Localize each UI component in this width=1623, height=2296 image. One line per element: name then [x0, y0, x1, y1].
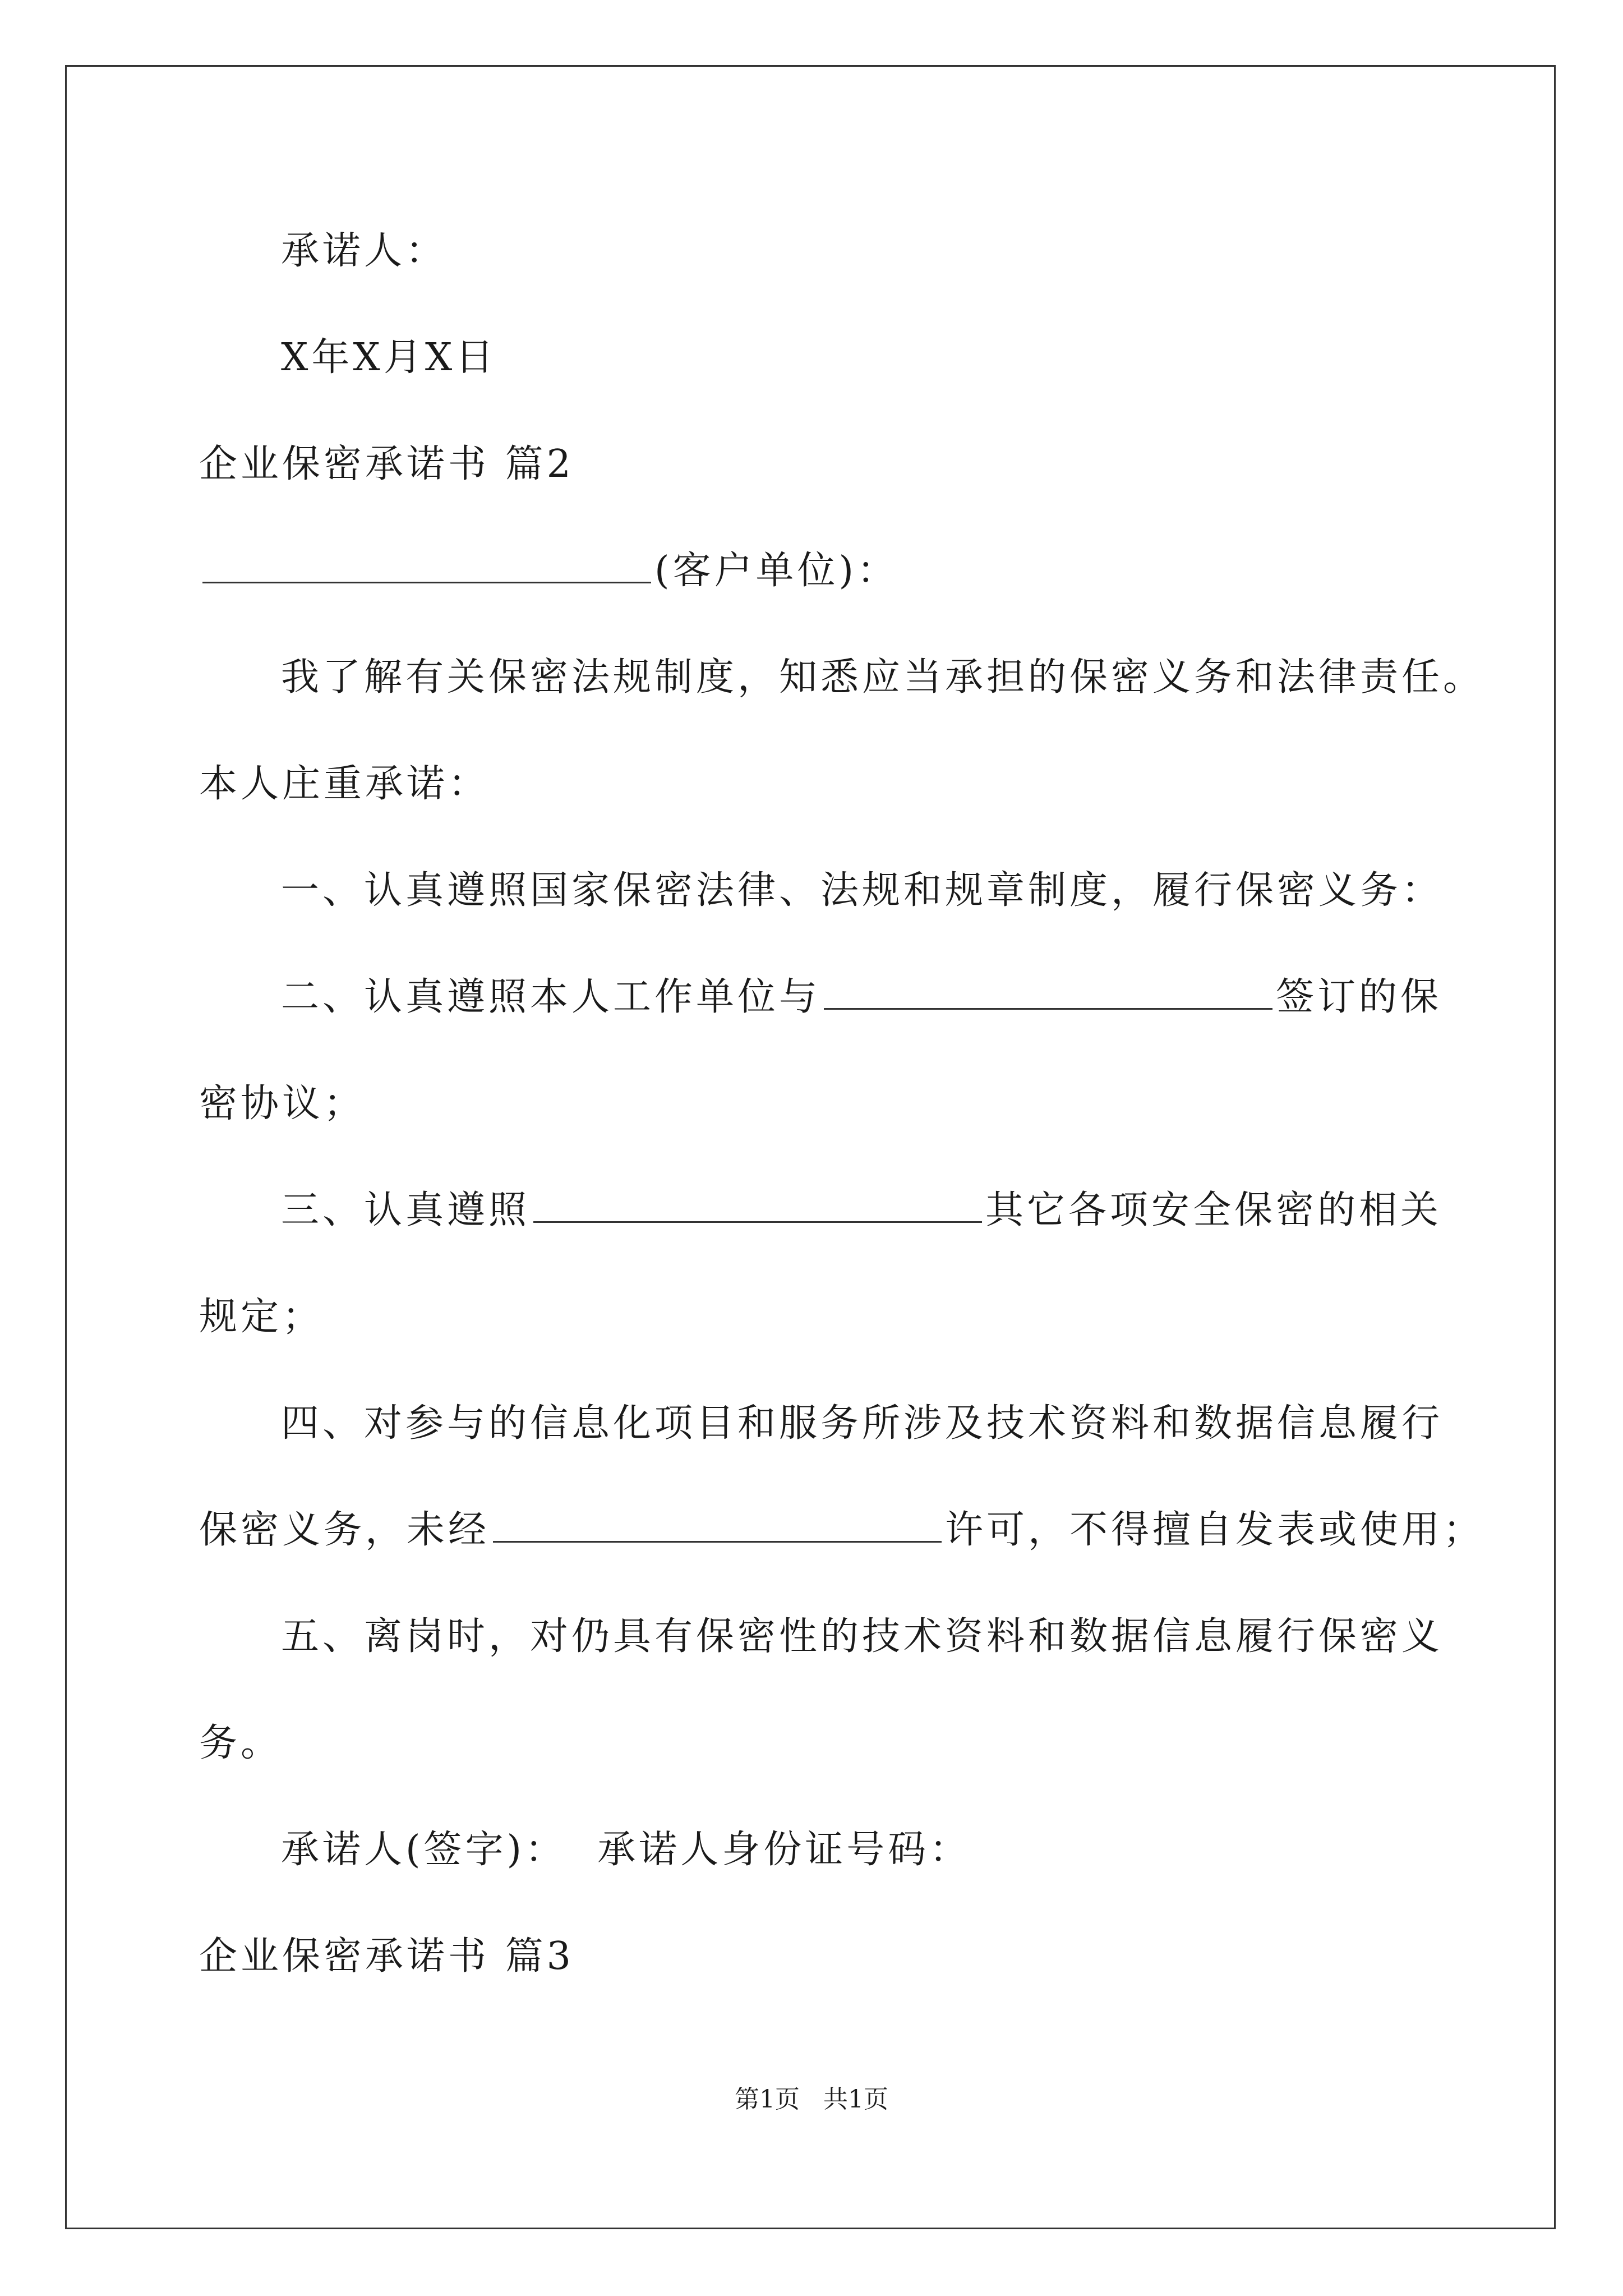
item-4-line2 — [199, 1508, 1484, 1553]
item-4-text-c: 许可，不得擅自发表或使用； — [945, 1508, 1485, 1552]
item-3-line1 — [281, 1188, 1442, 1233]
item-1: 一、认真遵照国家保密法律、法规和规章制度，履行保密义务： — [281, 868, 1444, 913]
item-5-line1: 五、离岗时，对仍具有保密性的技术资料和数据信息履行保密义 — [281, 1614, 1444, 1659]
paragraph-2: 本人庄重承诺： — [199, 762, 490, 806]
page-footer: 第1页 共1页 — [735, 2085, 888, 2114]
blank-client-unit — [202, 549, 651, 583]
blank-item-4 — [493, 1508, 942, 1543]
section2-title: 企业保密承诺书 篇2 — [199, 442, 574, 486]
client-unit-line — [199, 549, 898, 593]
date-line: X年X月X日 — [281, 335, 497, 380]
item-2-text-b: 签订的保 — [1276, 975, 1442, 1019]
item-3-text-b: 其它各项安全保密的相关 — [985, 1188, 1442, 1232]
blank-item-2 — [824, 976, 1272, 1010]
signature-line: 承诺人(签字)： 承诺人身份证号码： — [281, 1828, 971, 1872]
item-4-line1: 四、对参与的信息化项目和服务所涉及技术资料和数据信息履行 — [281, 1401, 1444, 1446]
item-2-line2: 密协议； — [199, 1082, 366, 1126]
paragraph-1: 我了解有关保密法规制度，知悉应当承担的保密义务和法律责任。 — [281, 655, 1485, 700]
section3-title: 企业保密承诺书 篇3 — [199, 1934, 574, 1978]
blank-item-3 — [533, 1189, 982, 1223]
page-frame — [65, 65, 1556, 2229]
item-3-text-a: 三、认真遵照 — [281, 1188, 531, 1232]
promisor-label: 承诺人： — [281, 229, 448, 273]
item-3-line2: 规定； — [199, 1295, 324, 1339]
item-2-line1 — [281, 975, 1442, 1020]
client-unit-label: (客户单位)： — [654, 549, 899, 593]
item-4-text-b: 保密义务，未经 — [199, 1508, 490, 1552]
item-2-text-a: 二、认真遵照本人工作单位与 — [281, 975, 821, 1019]
item-5-line2: 务。 — [199, 1721, 283, 1765]
